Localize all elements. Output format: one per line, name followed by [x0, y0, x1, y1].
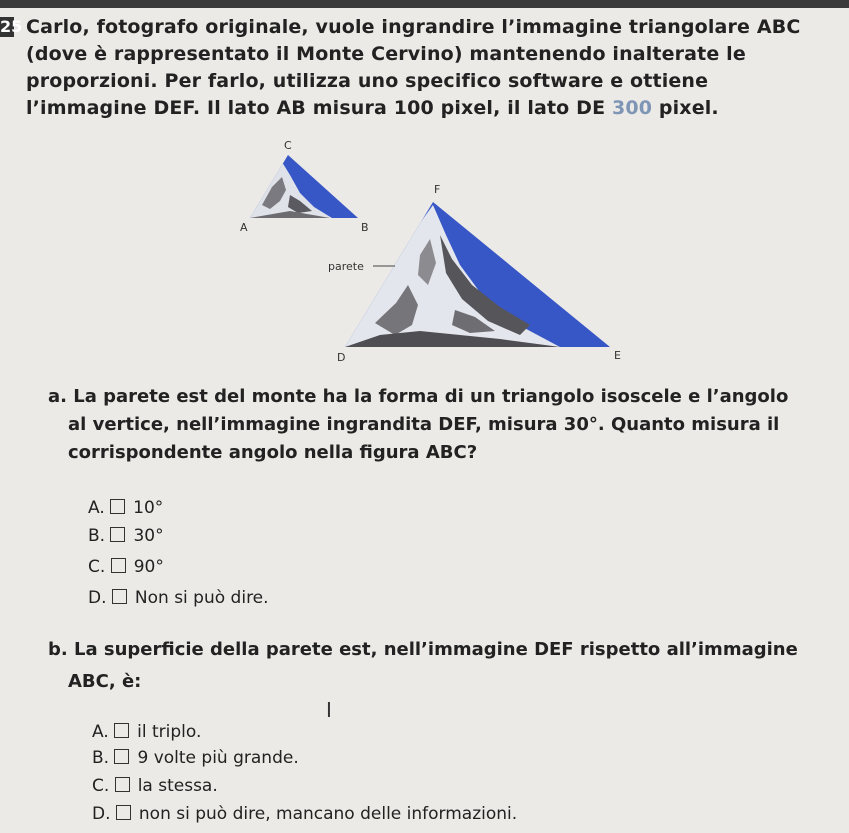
top-edge — [0, 0, 849, 8]
option-letter: D. — [88, 588, 107, 608]
part-b-option-c[interactable] — [92, 775, 218, 797]
checkbox[interactable] — [110, 527, 125, 542]
intro-text-1: Carlo, fotografo originale, vuole ingrandire l’immagine triangolare ABC (dove è rappresentato il Monte Cervino) mantenendo inalterate le proporzioni. Per farlo, utilizza uno specifico software e ottiene l’immagine DEF. Il lato AB misura 100 pixel, il lato DE — [26, 16, 801, 119]
part-b-option-d[interactable] — [92, 803, 517, 825]
option-letter: A. — [92, 722, 109, 742]
part-b-option-b[interactable] — [92, 747, 299, 769]
problem-intro — [26, 14, 826, 122]
label-e: E — [614, 349, 621, 362]
checkbox[interactable] — [114, 749, 129, 764]
label-d: D — [337, 351, 346, 364]
label-parete: parete — [328, 260, 364, 273]
text-cursor-icon: I — [326, 698, 332, 722]
triangle-def — [345, 202, 610, 347]
option-text: 90° — [133, 557, 164, 577]
option-text: 30° — [133, 526, 164, 546]
part-a-option-d[interactable] — [88, 587, 269, 609]
part-a-option-c[interactable] — [88, 556, 164, 578]
option-letter: D. — [92, 804, 111, 824]
part-a-option-a[interactable] — [88, 497, 163, 519]
option-text: non si può dire, mancano delle informazioni. — [138, 804, 518, 824]
part-b-question: b. La superficie della parete est, nell’immagine DEF rispetto all’immagine ABC, è: — [48, 639, 798, 692]
option-letter: C. — [88, 557, 106, 577]
label-b: B — [361, 221, 369, 234]
part-a-option-b[interactable] — [88, 525, 164, 547]
checkbox[interactable] — [112, 589, 127, 604]
label-f: F — [434, 183, 441, 196]
option-text: la stessa. — [137, 776, 218, 796]
checkbox[interactable] — [114, 723, 129, 738]
checkbox[interactable] — [110, 499, 125, 514]
option-letter: B. — [88, 526, 106, 546]
triangle-abc — [250, 155, 358, 218]
checkbox[interactable] — [115, 777, 130, 792]
triangles-svg — [0, 135, 849, 375]
option-letter: A. — [88, 498, 105, 518]
option-text: Non si può dire. — [134, 588, 269, 608]
option-text: 9 volte più grande. — [137, 748, 299, 768]
option-letter: C. — [92, 776, 110, 796]
label-c: C — [284, 139, 292, 152]
intro-text-2: pixel. — [652, 97, 719, 119]
label-a: A — [240, 221, 248, 234]
option-text: 10° — [133, 498, 164, 518]
intro-value: 300 — [611, 97, 653, 119]
option-text: il triplo. — [137, 722, 202, 742]
triangles-figure — [0, 135, 849, 375]
question-number: 25 — [0, 17, 23, 36]
part-b-option-a[interactable] — [92, 721, 201, 743]
option-letter: B. — [92, 748, 110, 768]
checkbox[interactable] — [116, 805, 131, 820]
checkbox[interactable] — [111, 558, 126, 573]
part-a-question: a. La parete est del monte ha la forma di un triangolo isoscele e l’angolo al vertice, nell’immagine ingrandita DEF, misura 30°. Quanto misura il corrispondente angolo nella figura ABC? — [48, 386, 789, 463]
